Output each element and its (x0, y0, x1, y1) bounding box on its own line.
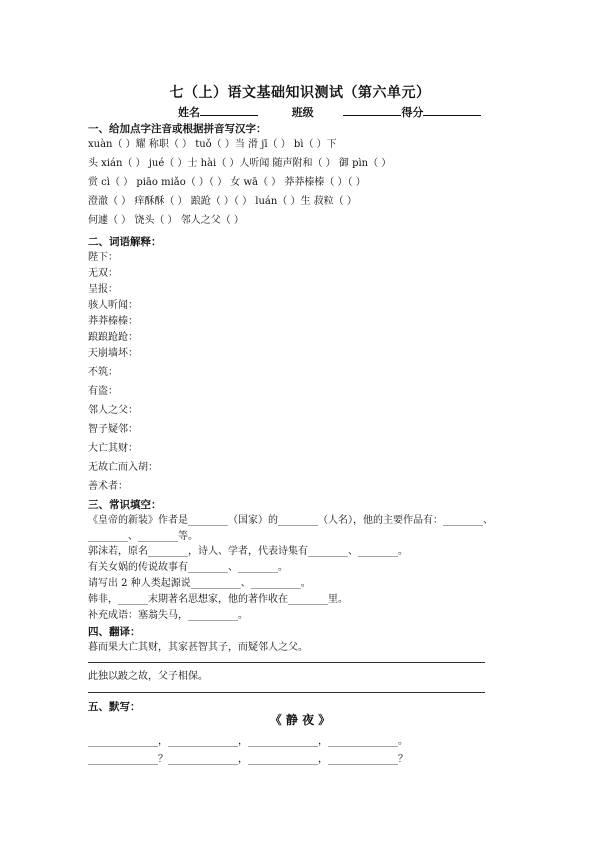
class-blank[interactable] (343, 105, 401, 116)
translate-sentence-2: 此独以跛之故，父子相保。 (88, 671, 208, 682)
poem-line-2[interactable]: ______________？______________，______________，______________？ (88, 754, 408, 765)
term-item[interactable]: 大亡其财： (88, 443, 138, 454)
class-label: 班级 (291, 106, 314, 119)
fill-line[interactable]: ________、________等。 (88, 531, 198, 542)
section3-heading: 三、常识填空： (88, 499, 162, 511)
section1-heading: 一、给加点字注音或根据拼音写汉字： (88, 123, 267, 135)
page-title: 七（上）语文基础知识测试（第六单元） (169, 85, 431, 101)
answer-line-1[interactable] (88, 662, 485, 663)
term-item[interactable]: 无双： (88, 268, 118, 279)
fill-line[interactable]: 《皇帝的新装》作者是________（国家）的________（人名），他的主要作品有：________、 (88, 515, 493, 526)
poem-line-1[interactable]: ______________，______________，______________，______________。 (88, 736, 408, 747)
fill-line[interactable]: 有关女娲的传说故事有________、________。 (88, 562, 288, 573)
section2-heading: 二、词语解释： (88, 236, 162, 248)
poem-title: 《 静 夜 》 (269, 713, 331, 727)
term-item[interactable]: 陛下： (88, 252, 118, 263)
pinyin-row-3[interactable]: 赏 cì（ ） piāo miǎo（ ）（ ） 女 wā（ ） 莽莽榛榛（ ）（ ） (88, 177, 366, 188)
term-item[interactable]: 善术者： (88, 481, 128, 492)
translate-sentence-1: 暮而果大亡其财，其家甚智其子，而疑邻人之父。 (88, 642, 308, 653)
pinyin-row-4[interactable]: 澄澈（ ） 痒酥酥（ ） 踉跄（ ）（ ） luán（ ）生 菽粒（ ） (88, 196, 357, 207)
fill-line[interactable]: 郭沫若，原名________，诗人、学者，代表诗集有________、________。 (88, 546, 408, 557)
term-item[interactable]: 天崩墙坏： (88, 348, 138, 359)
fill-line[interactable]: 韩非，______末期著名思想家，他的著作收在________里。 (88, 594, 348, 605)
term-item[interactable]: 莽莽榛榛： (88, 316, 138, 327)
score-label: 得分 (401, 106, 424, 119)
pinyin-row-2[interactable]: 头 xián（ ） jué（ ）士 hài（ ）人听闻 随声附和（ ） 御 pìn（ ） (88, 158, 392, 169)
student-info-row (178, 104, 481, 120)
term-item[interactable]: 踉踉跄跄： (88, 332, 138, 343)
term-item[interactable]: 有盗： (88, 386, 118, 397)
term-item[interactable]: 呈报： (88, 284, 118, 295)
section4-heading: 四、翻译： (88, 626, 141, 638)
term-item[interactable]: 不筑： (88, 367, 118, 378)
name-blank[interactable] (200, 105, 258, 116)
pinyin-row-1[interactable]: xuàn（ ）耀 称职（ ） tuǒ（ ）当 滑 jī（ ） bì（ ）下 (88, 139, 337, 150)
score-blank[interactable] (423, 105, 481, 116)
fill-line[interactable]: 请写出 2 种人类起源说__________、__________。 (88, 578, 311, 589)
term-item[interactable]: 邻人之父： (88, 405, 138, 416)
term-item[interactable]: 无故亡而入胡： (88, 462, 158, 473)
fill-line[interactable]: 补充成语：塞翁失马，__________。 (88, 610, 248, 621)
answer-line-2[interactable] (88, 692, 485, 693)
term-item[interactable]: 骇人听闻： (88, 300, 138, 311)
name-label: 姓名 (178, 106, 200, 119)
pinyin-row-5[interactable]: 何遽（ ） 饶头（ ） 邻人之父（ ） (88, 215, 244, 226)
term-item[interactable]: 智子疑邻： (88, 424, 138, 435)
section5-heading: 五、默写： (88, 701, 141, 713)
